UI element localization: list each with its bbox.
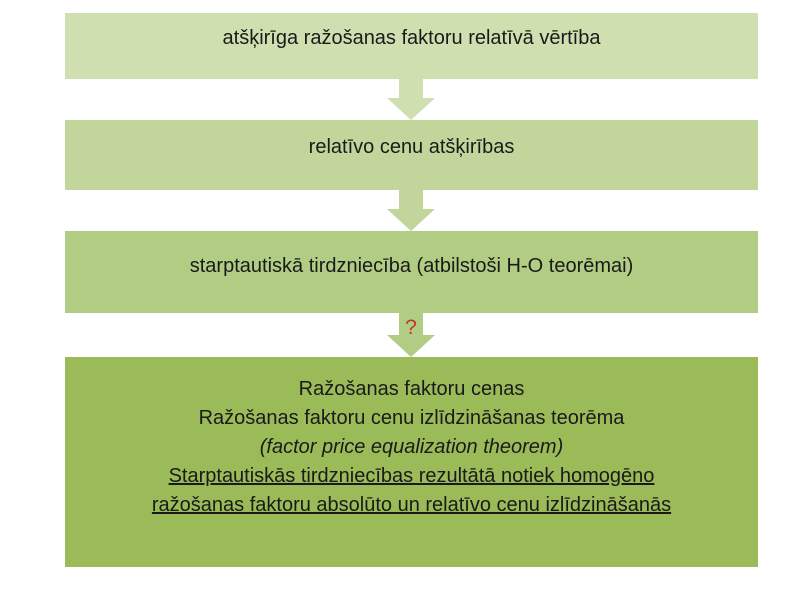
- factor-price-equalization-box: [65, 357, 758, 567]
- factor-value-box: [65, 13, 758, 79]
- result-line-2: Ražošanas faktoru cenu izlīdzināšanas teorēma: [198, 407, 625, 429]
- down-arrow-icon: [387, 313, 435, 357]
- result-line-3: (factor price equalization theorem): [259, 436, 564, 458]
- international-trade-box: [65, 231, 758, 313]
- question-mark: ?: [405, 316, 417, 339]
- factor-value-label: atšķirīga ražošanas faktoru relatīvā vērtība: [222, 27, 601, 49]
- down-arrow-icon: [387, 190, 435, 231]
- result-line-4: Starptautiskās tirdzniecības rezultātā notiek homogēno: [168, 465, 655, 487]
- result-line-5: ražošanas faktoru absolūto un relatīvo cenu izlīdzināšanās: [151, 494, 672, 516]
- international-trade-label: starptautiskā tirdzniecība (atbilstoši H-O teorēmai): [189, 255, 634, 277]
- result-line-1: Ražošanas faktoru cenas: [298, 378, 525, 400]
- down-arrow-icon: [387, 79, 435, 120]
- price-differences-box: [65, 120, 758, 190]
- price-differences-label: relatīvo cenu atšķirības: [308, 136, 515, 158]
